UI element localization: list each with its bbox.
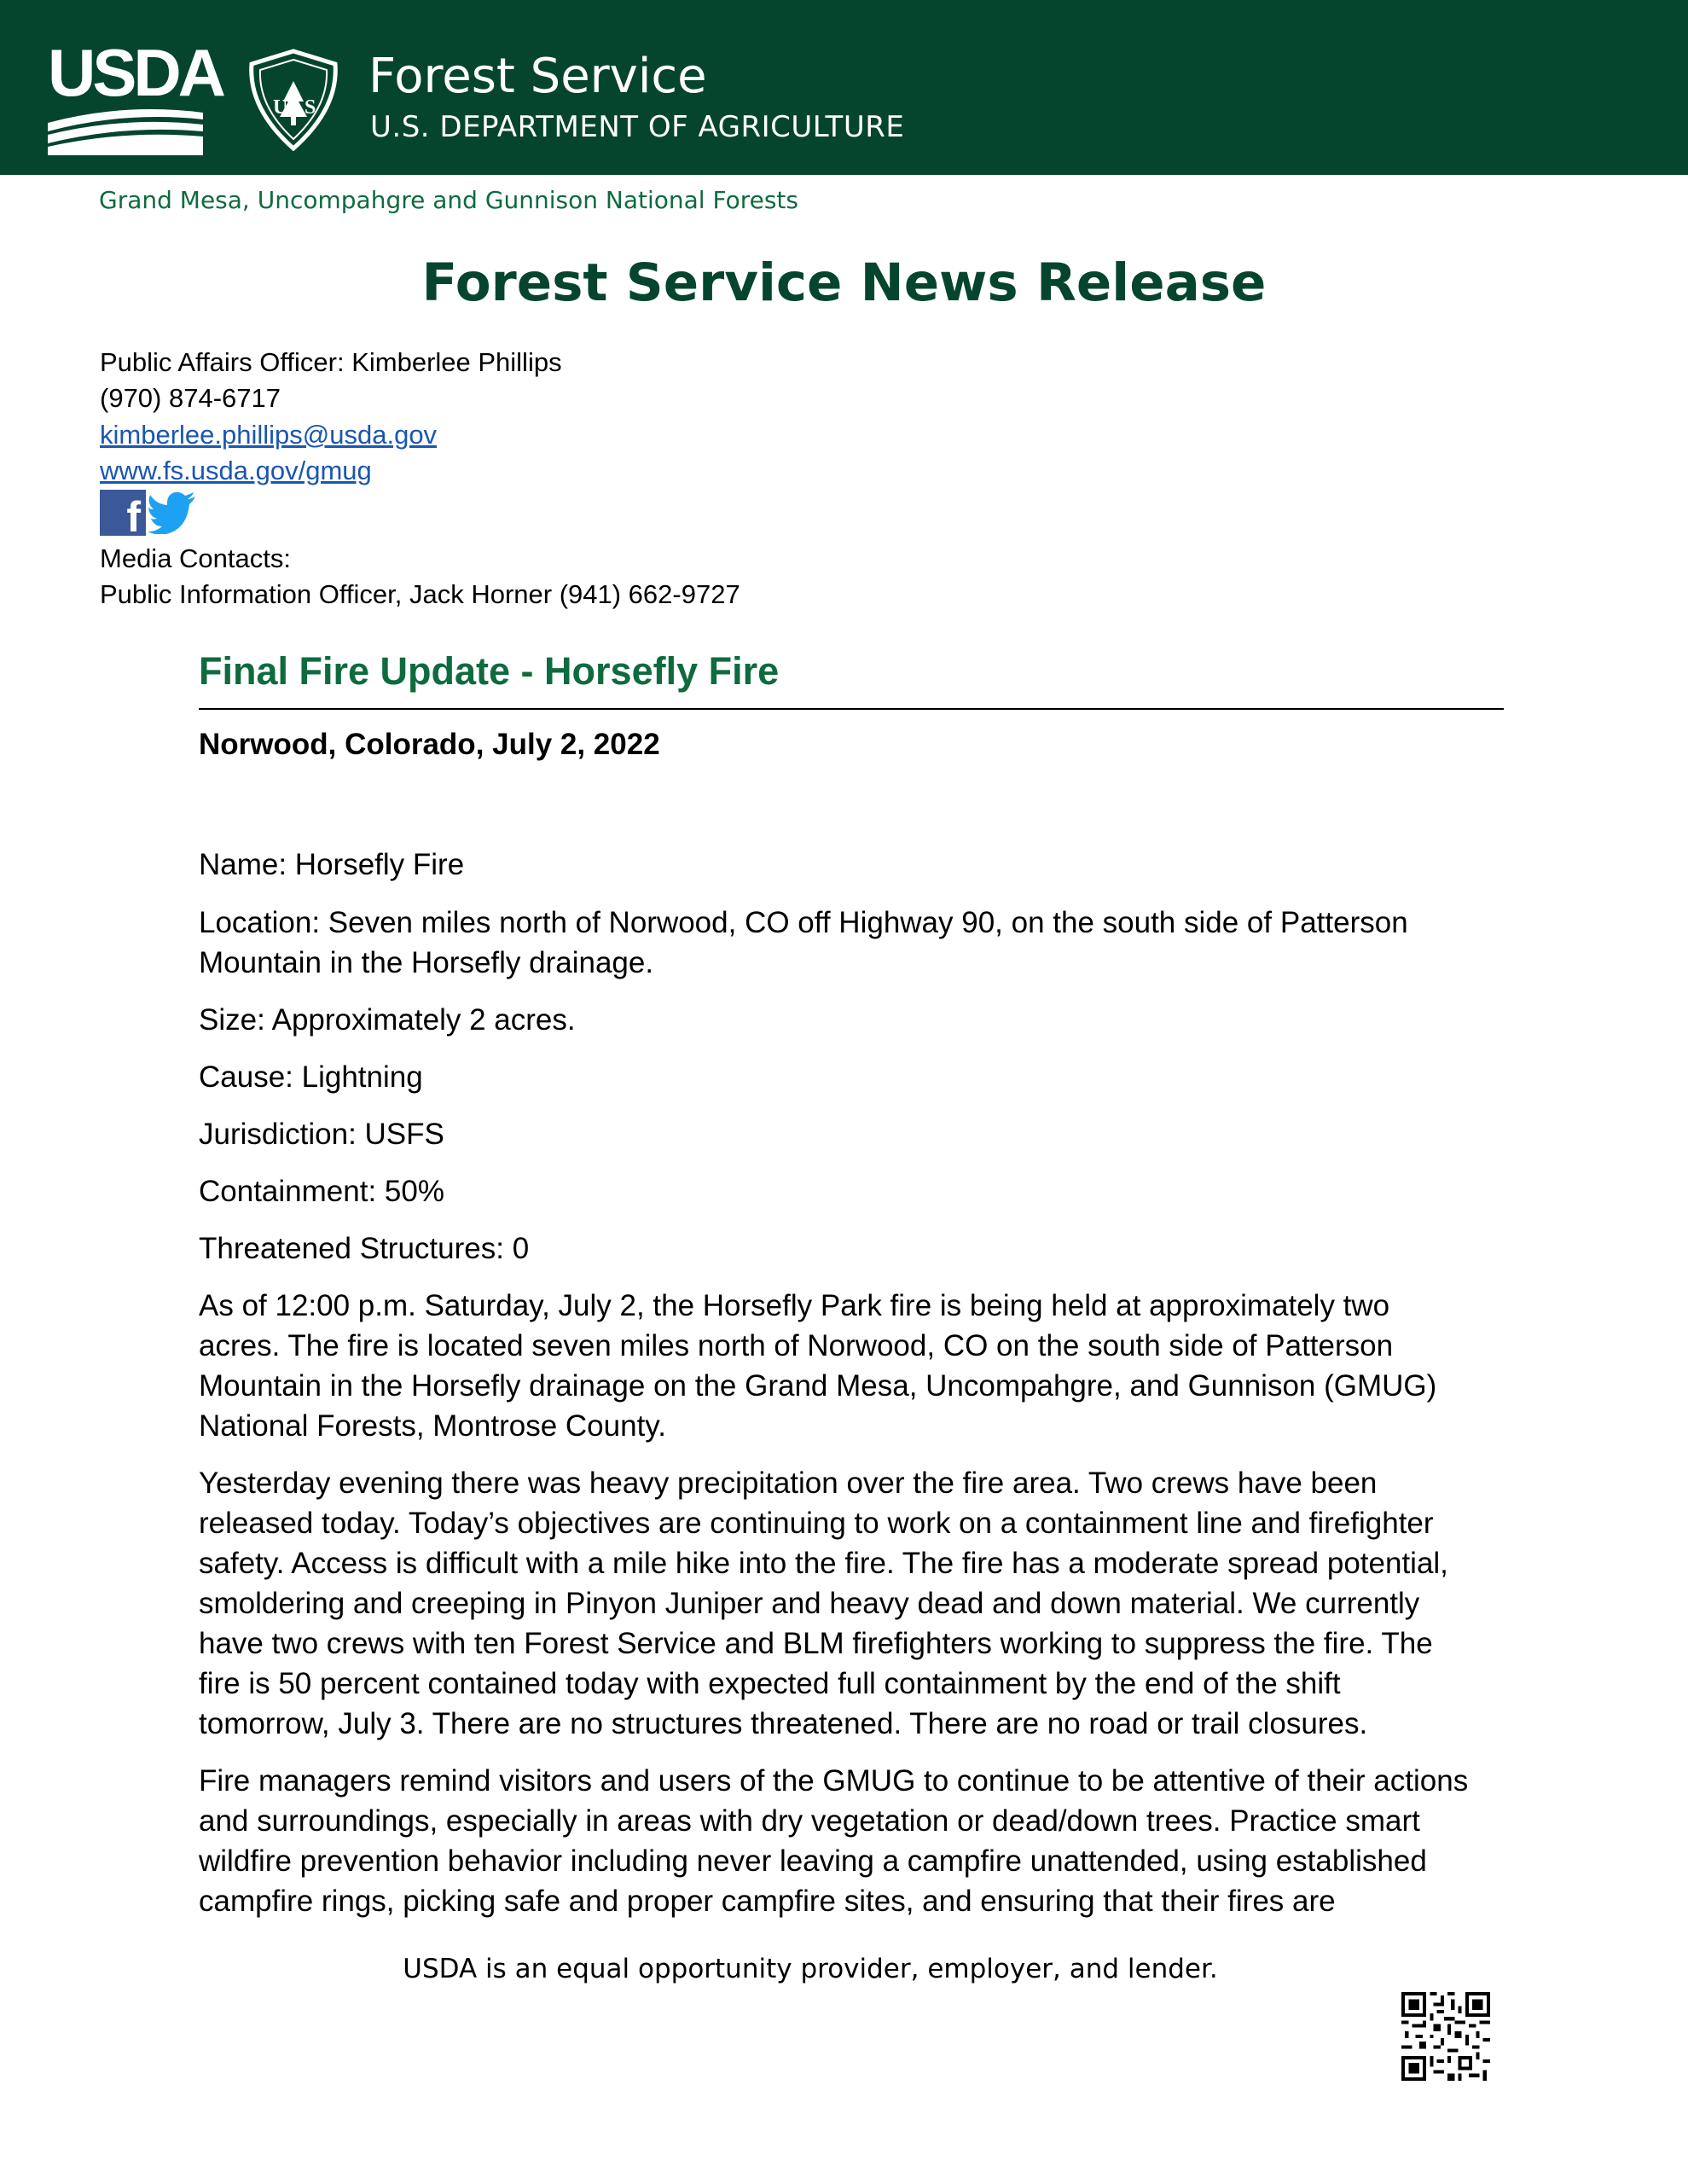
paragraph-prevention — [199, 1761, 1529, 1921]
paragraph-line: and surroundings, especially in areas with dry vegetation or dead/down trees. Practice smart — [199, 1804, 1420, 1838]
paragraph-line: smoldering and creeping in Pinyon Juniper and heavy dead and down material. We currently — [199, 1587, 1420, 1620]
usda-logo-text: USDA — [48, 35, 223, 110]
paragraph-line: As of 12:00 p.m. Saturday, July 2, the Horsefly Park fire is being held at approximately two — [199, 1289, 1390, 1322]
paragraph-line: Fire managers remind visitors and users of the GMUG to continue to be attentive of their actions — [199, 1764, 1469, 1798]
paragraph-line: released today. Today’s objectives are continuing to work on a containment line and firefighter — [199, 1507, 1434, 1540]
field-location-line2: Mountain in the Horsefly drainage. — [199, 946, 654, 979]
svg-text:S: S — [305, 96, 316, 119]
contact-phone: (970) 874-6717 — [100, 383, 281, 413]
paragraph-line: Mountain in the Horsefly drainage on the Grand Mesa, Uncompahgre, and Gunnison (GMUG) — [199, 1369, 1437, 1403]
equal-opportunity-statement: USDA is an equal opportunity provider, employer, and lender. — [403, 1954, 1218, 1984]
paragraph-line: safety. Access is difficult with a mile hike into the fire. The fire has a moderate spread potential, — [199, 1547, 1448, 1580]
field-size: Size: Approximately 2 acres. — [199, 1003, 576, 1037]
contact-officer: Public Affairs Officer: Kimberlee Phillips — [100, 347, 562, 377]
paragraph-line: campfire rings, picking safe and proper campfire sites, and ensuring that their fires are — [199, 1885, 1336, 1918]
field-containment: Containment: 50% — [199, 1175, 444, 1208]
contact-email-link[interactable]: kimberlee.phillips@usda.gov — [100, 420, 438, 450]
field-cause: Cause: Lightning — [199, 1060, 423, 1094]
usda-logo — [48, 35, 223, 155]
qr-code-icon[interactable] — [1401, 1992, 1490, 2081]
media-contacts-label: Media Contacts: — [100, 543, 291, 573]
agency-name: Forest Service — [368, 49, 707, 104]
paragraph-status — [199, 1286, 1529, 1446]
paragraph-line: Yesterday evening there was heavy precipitation over the fire area. Two crews have been — [199, 1467, 1378, 1500]
paragraph-line: National Forests, Montrose County. — [199, 1409, 666, 1443]
field-threatened-structures: Threatened Structures: 0 — [199, 1232, 530, 1265]
paragraph-line: have two crews with ten Forest Service and BLM firefighters working to suppress the fire. The — [199, 1627, 1433, 1660]
forest-service-shield-icon — [243, 49, 344, 151]
media-contact: Public Information Officer, Jack Horner (941) 662-9727 — [100, 579, 740, 609]
svg-text:U: U — [273, 96, 288, 119]
field-name: Name: Horsefly Fire — [199, 848, 465, 881]
dateline: Norwood, Colorado, July 2, 2022 — [199, 728, 660, 761]
article-title: Final Fire Update - Horsefly Fire — [199, 649, 780, 693]
facebook-icon[interactable]: f — [100, 490, 146, 536]
paragraph-line: tomorrow, July 3. There are no structures threatened. There are no road or trail closures. — [199, 1707, 1368, 1740]
field-jurisdiction: Jurisdiction: USFS — [199, 1118, 444, 1151]
paragraph-line: acres. The fire is located seven miles north of Norwood, CO on the south side of Patterson — [199, 1329, 1394, 1362]
field-location-line1: Location: Seven miles north of Norwood, CO off Highway 90, on the south side of Patterson — [199, 906, 1408, 939]
header-banner — [0, 0, 1688, 175]
unit-name: Grand Mesa, Uncompahgre and Gunnison National Forests — [99, 186, 798, 214]
social-links — [100, 488, 202, 539]
title-divider — [199, 708, 1504, 710]
paragraph-line: fire is 50 percent contained today with expected full containment by the end of the shift — [199, 1667, 1341, 1700]
release-title: Forest Service News Release — [421, 253, 1267, 313]
paragraph-operations — [199, 1463, 1529, 1744]
usda-swoosh-icon — [48, 107, 203, 155]
website-link[interactable]: www.fs.usda.gov/gmug — [100, 456, 372, 485]
twitter-icon[interactable] — [148, 491, 197, 534]
paragraph-line: wildfire prevention behavior including never leaving a campfire unattended, using established — [199, 1844, 1427, 1878]
department-name: U.S. DEPARTMENT OF AGRICULTURE — [370, 110, 905, 144]
